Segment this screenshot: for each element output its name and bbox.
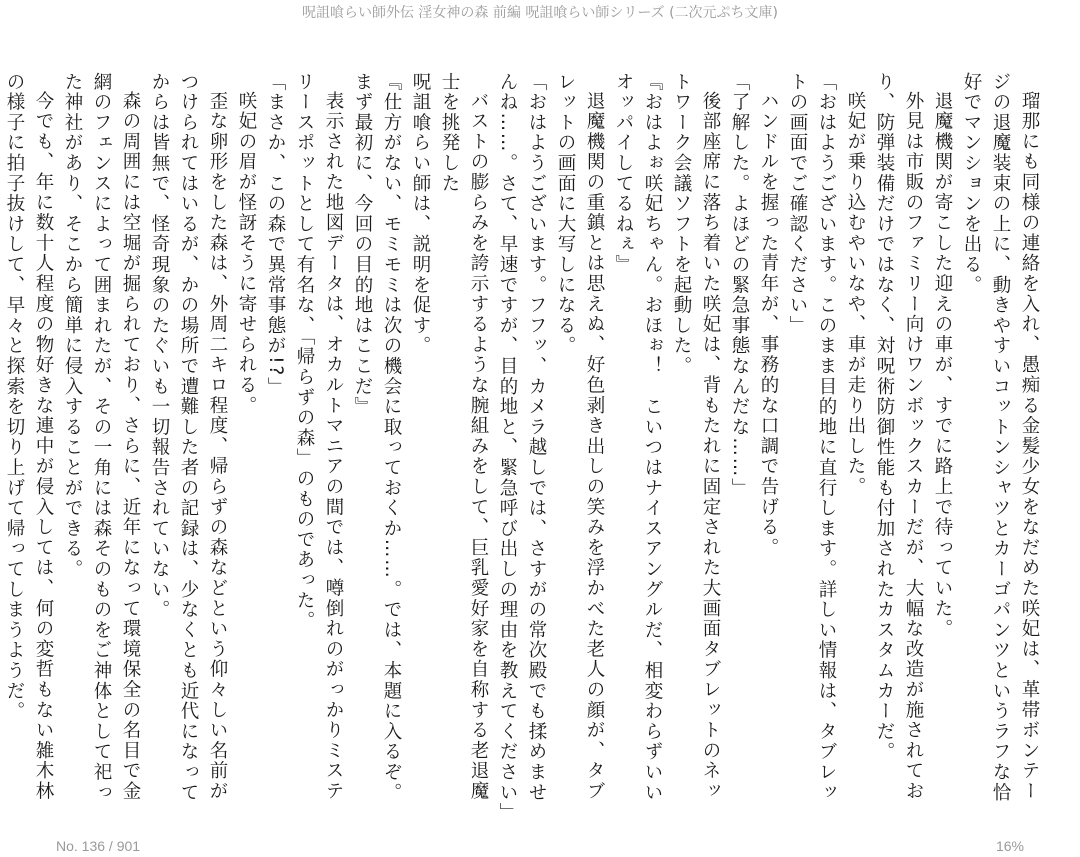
paragraph: 瑠那にも同様の連絡を入れ、愚痴る金髪少女をなだめた咲妃は、革帯ボンテージの退魔装束の上に、動きやすいコットンシャツとカーゴパンツというラフな恰好でマンションを出る。: [961, 72, 1040, 803]
paragraph: 咲妃が乗り込むやいなや、車が走り出した。: [845, 90, 866, 497]
paragraph: 『おはよぉ咲妃ちゃん。おほぉ！ こいつはナイスアングルだ、相変わらずいいオッパイしてるねぇ』: [613, 72, 663, 803]
reading-pane[interactable]: [4, 72, 1044, 824]
paragraph: 「まさか、この森で異常事態が!?」: [265, 72, 286, 398]
paragraph: 「おはようございます。このまま目的地に直行します。詳しい情報は、タブレットの画面でご確認ください」: [787, 72, 837, 803]
vertical-text-body: [4, 72, 1044, 824]
paragraph: ハンドルを握った青年が、事務的な口調で告げる。: [758, 90, 779, 558]
location-indicator: No. 136 / 901: [56, 838, 141, 854]
paragraph: 退魔機関が寄こした迎えの車が、すでに路上で待っていた。: [932, 90, 953, 639]
paragraph: 歪な卵形をした森は、外周二キロ程度、帰らずの森などという仰々しい名前がつけられてはいるが、かの場所で遭難した者の記録は、少なくとも近代になってからは皆無で、怪奇現象のたぐいも一切報告されていない。: [149, 72, 228, 803]
paragraph: 今でも、年に数十人程度の物好きな連中が侵入しては、何の変哲もない雑木林の様子に拍子抜けして、早々と探索を切り上げて帰ってしまうようだ。: [4, 72, 54, 801]
paragraph: 『仕方がない、モミモミは次の機会に取っておくか……。では、本題に入るぞ。まず最初に、今回の目的地はここだ』: [352, 72, 402, 803]
paragraph: 森の周囲には空堀が掘られており、さらに、近年になって環境保全の名目で金網のフェンスによって囲まれたが、その一角には森そのものをご神体として祀った神社があり、そこから簡単に侵入することができる。: [62, 72, 141, 803]
paragraph: 後部座席に落ち着いた咲妃は、背もたれに固定された大画面タブレットのネットワーク会議ソフトを起動した。: [671, 72, 721, 801]
paragraph: 表示された地図データは、オカルトマニアの間では、噂倒れのがっかりミステリースポットとして有名な、「帰らずの森」のものであった。: [294, 72, 344, 801]
paragraph: 呪詛喰らい師は、説明を促す。: [410, 72, 431, 357]
paragraph: 「おはようございます。フフッ、カメラ越しでは、さすがの常次殿でも揉めませんね……。さて、早速ですが、目的地と、緊急呼び出しの理由を教えてください」: [497, 72, 547, 824]
paragraph: 咲妃の眉が怪訝そうに寄せられる。: [236, 90, 257, 416]
book-title: 呪詛喰らい師外伝 淫女神の森 前編 呪詛喰らい師シリーズ (二次元ぷち文庫): [301, 5, 779, 21]
paragraph: 「了解した。よほどの緊急事態なんだな……」: [729, 72, 750, 499]
paragraph: 外見は市販のファミリー向けワンボックスカーだが、大幅な改造が施されており、防弾装備だけではなく、対呪術防御性能も付加されたカスタムカーだ。: [874, 72, 924, 801]
progress-percentage: 16%: [995, 838, 1024, 854]
paragraph: バストの膨らみを誇示するような腕組みをして、巨乳愛好家を自称する老退魔士を挑発した: [439, 72, 489, 801]
paragraph: 退魔機関の重鎮とは思えぬ、好色剥き出しの笑みを浮かべた老人の顔が、タブレットの画面に大写しになる。: [555, 72, 605, 801]
